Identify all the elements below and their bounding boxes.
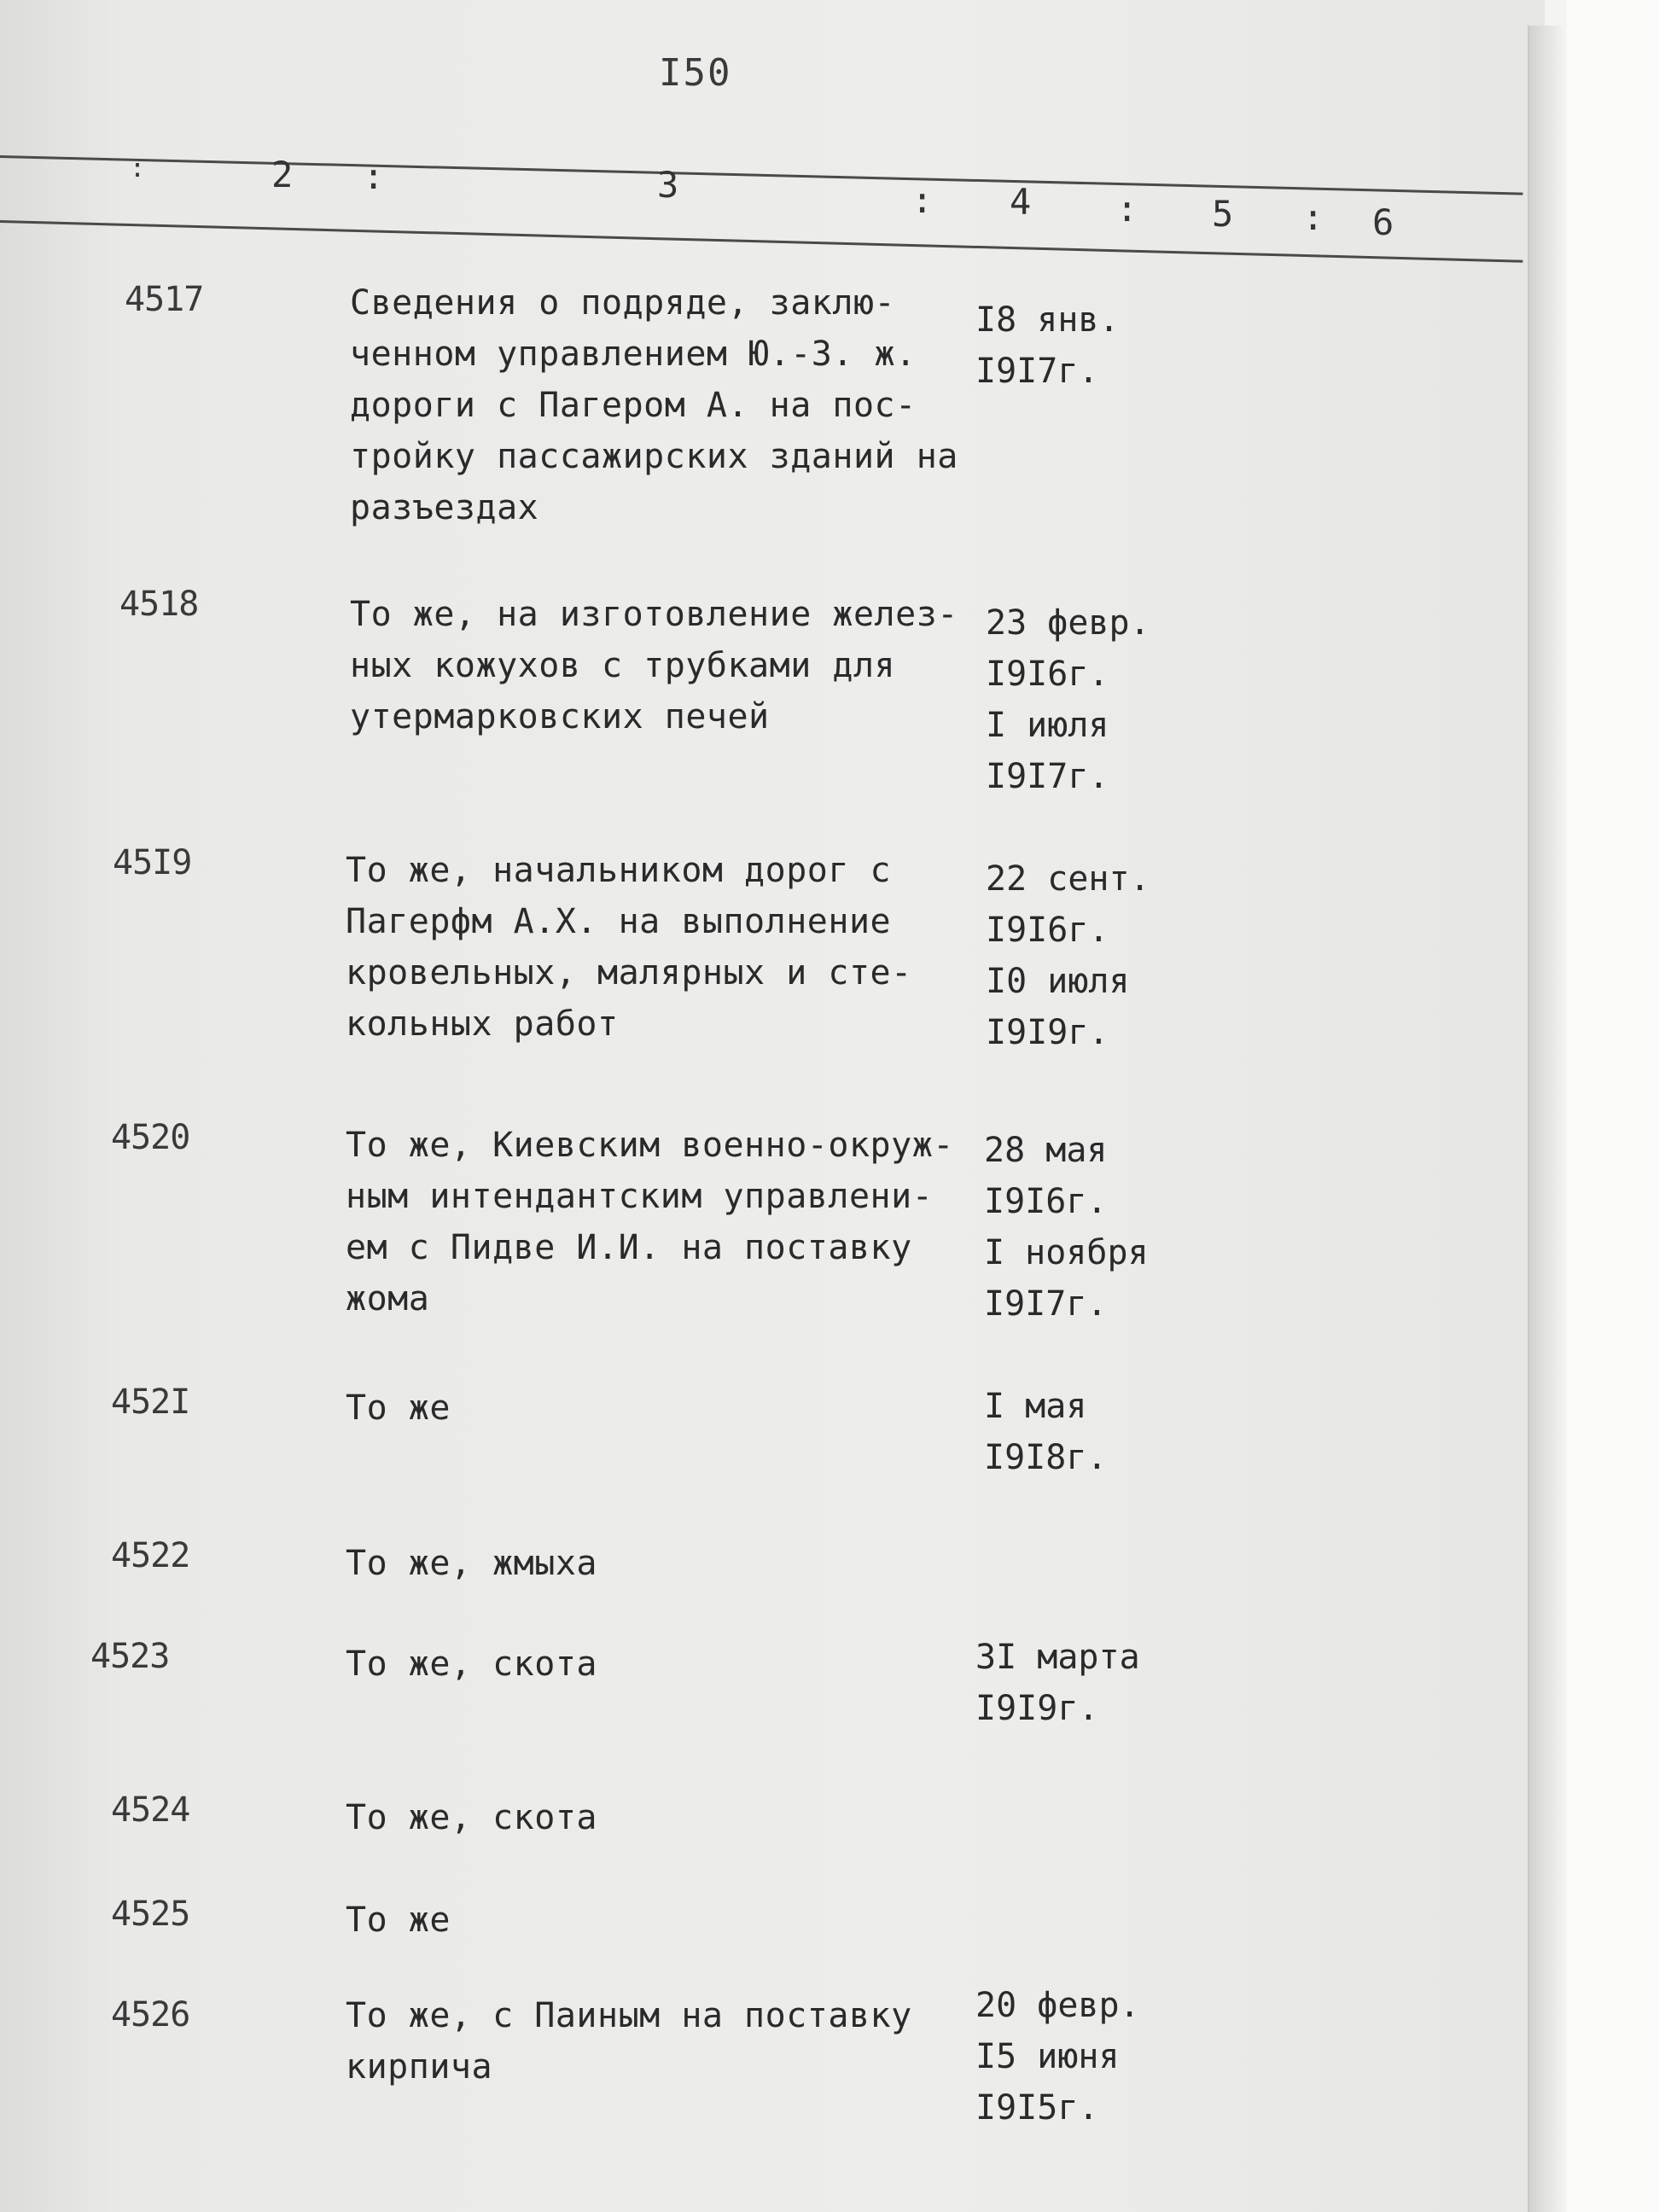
entry-number: 4526 <box>111 1995 190 2034</box>
entry-description: Сведения о подряде, заклю- ченном управлением Ю.-З. ж. дороги с Пагером А. на пос- тройку пассажирских зданий на разъездах <box>350 283 958 527</box>
entry-number: 452I <box>111 1382 190 1422</box>
entry-description: То же, начальником дорог с Пагерфм А.Х. на выполнение кровельных, малярных и сте- кольных работ <box>346 851 912 1044</box>
entry-description: То же, скота <box>346 1644 597 1684</box>
column-header-2: 2 <box>271 154 294 195</box>
entry-description: То же, скота <box>346 1798 597 1837</box>
page-number: I50 <box>659 51 732 95</box>
column-separator: : <box>363 155 385 197</box>
column-separator: : <box>1302 196 1324 238</box>
entry-description: То же, Киевским военно-окруж- ным интендантским управлени- ем с Пидве И.И. на поставку жома <box>346 1126 954 1318</box>
entry-number: 45I9 <box>113 843 192 882</box>
background <box>1567 0 1659 2212</box>
entry-date: I8 янв. I9I7г. <box>975 300 1120 391</box>
entry-date: 22 сент. I9I6г. I0 июля I9I9г. <box>986 859 1150 1052</box>
column-separator: : <box>130 154 146 183</box>
entry-date: 28 мая I9I6г. I ноября I9I7г. <box>984 1131 1149 1324</box>
entry-description: То же <box>346 1901 451 1940</box>
page-edge <box>1528 26 1569 2212</box>
entry-number: 4523 <box>90 1637 170 1676</box>
column-separator: : <box>1116 188 1138 230</box>
entry-number: 4518 <box>119 585 199 624</box>
entry-description: То же <box>346 1388 451 1428</box>
entry-number: 4520 <box>111 1118 190 1157</box>
entry-description: То же, жмыха <box>346 1544 597 1583</box>
column-header-3: 3 <box>657 164 679 206</box>
entry-number: 4517 <box>125 280 204 319</box>
column-header-6: 6 <box>1372 201 1394 243</box>
column-header-5: 5 <box>1212 193 1234 235</box>
entry-date: 23 февр. I9I6г. I июля I9I7г. <box>986 603 1150 796</box>
column-separator: : <box>911 179 934 221</box>
entry-description: То же, с Паиным на поставку кирпича <box>346 1996 912 2087</box>
entry-number: 4522 <box>111 1536 190 1575</box>
entry-description: То же, на изготовление желез- ных кожухов с трубками для утермарковских печей <box>350 595 958 736</box>
entry-date: 20 февр. I5 июня I9I5г. <box>975 1986 1140 2128</box>
entry-date: I мая I9I8г. <box>984 1387 1108 1477</box>
entry-number: 4525 <box>111 1895 190 1934</box>
entry-date: 3I марта I9I9г. <box>975 1638 1140 1728</box>
entry-number: 4524 <box>111 1790 190 1830</box>
column-header-4: 4 <box>1010 181 1032 223</box>
